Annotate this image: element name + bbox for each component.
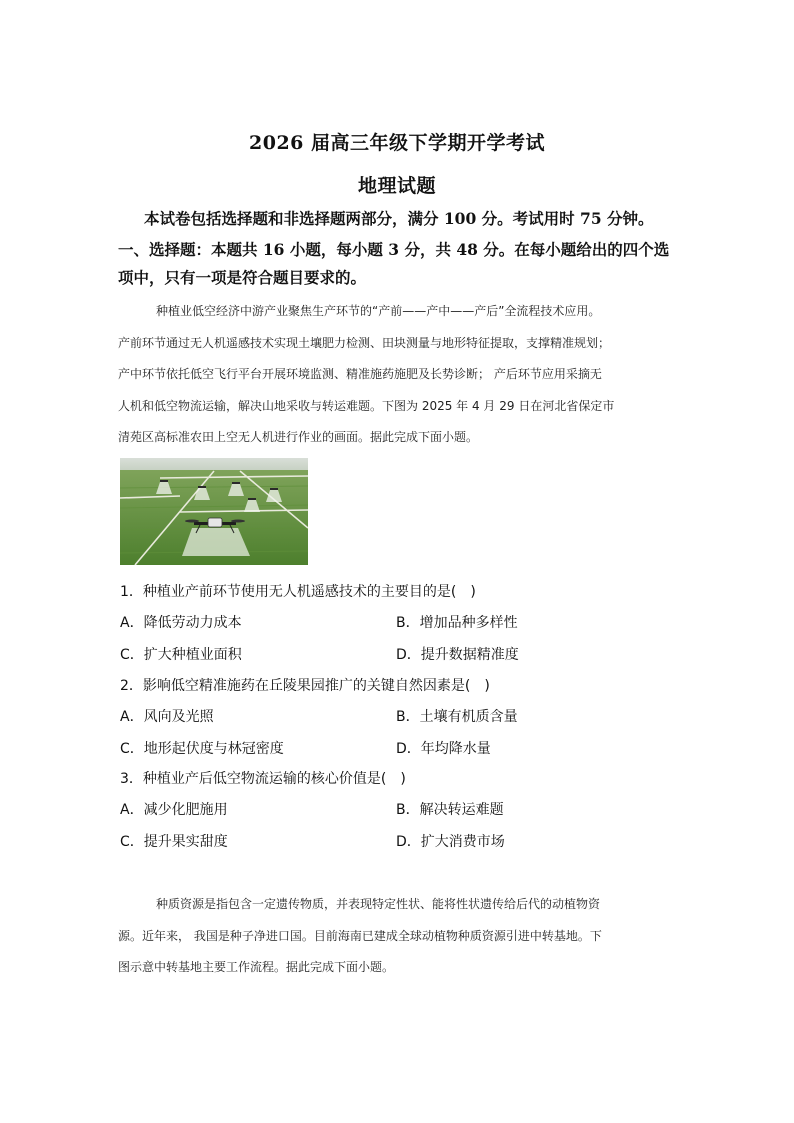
question-2-option-a[interactable]: A．风向及光照 — [120, 709, 214, 725]
question-1-option-d[interactable]: D．提升数据精准度 — [396, 647, 519, 663]
question-3-option-b[interactable]: B．解决转运难题 — [396, 802, 504, 818]
passage-1-line: 种植业低空经济中游产业聚焦生产环节的“产前——产中——产后”全流程技术应用。 — [156, 304, 601, 318]
question-2-option-b[interactable]: B．土壤有机质含量 — [396, 709, 518, 725]
question-1-option-c[interactable]: C．扩大种植业面积 — [120, 647, 242, 663]
passage-2-line: 源。近年来， 我国是种子净进口国。目前海南已建成全球动植物种质资源引进中转基地。下 — [118, 928, 602, 943]
exam-subtitle: 地理试题 — [357, 175, 436, 197]
question-3-option-a[interactable]: A．减少化肥施用 — [120, 802, 228, 818]
question-2-option-d[interactable]: D．年均降水量 — [396, 741, 491, 757]
exam-title: 2026 届高三年级下学期开学考试 — [249, 132, 545, 154]
question-1-stem: 1．种植业产前环节使用无人机遥感技术的主要目的是( ) — [120, 584, 476, 600]
passage-1-line: 清苑区高标准农田上空无人机进行作业的画面。据此完成下面小题。 — [118, 430, 479, 444]
passage-1-line: 人机和低空物流运输，解决山地采收与转运难题。下图为 2025 年 4 月 29 日在河北省保定市 — [118, 398, 615, 413]
question-1-option-b[interactable]: B．增加品种多样性 — [396, 615, 518, 631]
section-heading-line-1: 一、选择题：本题共 16 小题，每小题 3 分，共 48 分。在每小题给出的四个选 — [118, 240, 670, 259]
passage-1-line: 产前环节通过无人机遥感技术实现土壤肥力检测、田块测量与地形特征提取，支撑精准规划； — [118, 335, 611, 350]
passage-2-line: 种质资源是指包含一定遗传物质，并表现特定性状、能将性状遗传给后代的动植物资 — [156, 897, 601, 911]
question-3-option-d[interactable]: D．扩大消费市场 — [396, 834, 505, 850]
question-2-option-c[interactable]: C．地形起伏度与林冠密度 — [120, 741, 284, 757]
section-heading — [118, 236, 678, 292]
passage-2-line: 图示意中转基地主要工作流程。据此完成下面小题。 — [118, 960, 395, 974]
section-heading-line-2: 项中，只有一项是符合题目要求的。 — [118, 268, 367, 287]
question-3-option-c[interactable]: C．提升果实甜度 — [120, 834, 228, 850]
question-1-option-a[interactable]: A．降低劳动力成本 — [120, 615, 242, 631]
passage-2 — [118, 889, 678, 984]
exam-intro: 本试卷包括选择题和非选择题两部分，满分 100 分。考试用时 75 分钟。 — [144, 209, 654, 228]
question-3-stem: 3．种植业产后低空物流运输的核心价值是( ) — [120, 771, 406, 787]
question-2-stem: 2．影响低空精准施药在丘陵果园推广的关键自然因素是( ) — [120, 678, 490, 694]
drone-field-photo — [120, 458, 308, 565]
passage-1 — [118, 296, 678, 454]
passage-1-line: 产中环节依托低空飞行平台开展环境监测、精准施药施肥及长势诊断； 产后环节应用采摘无 — [118, 367, 602, 381]
